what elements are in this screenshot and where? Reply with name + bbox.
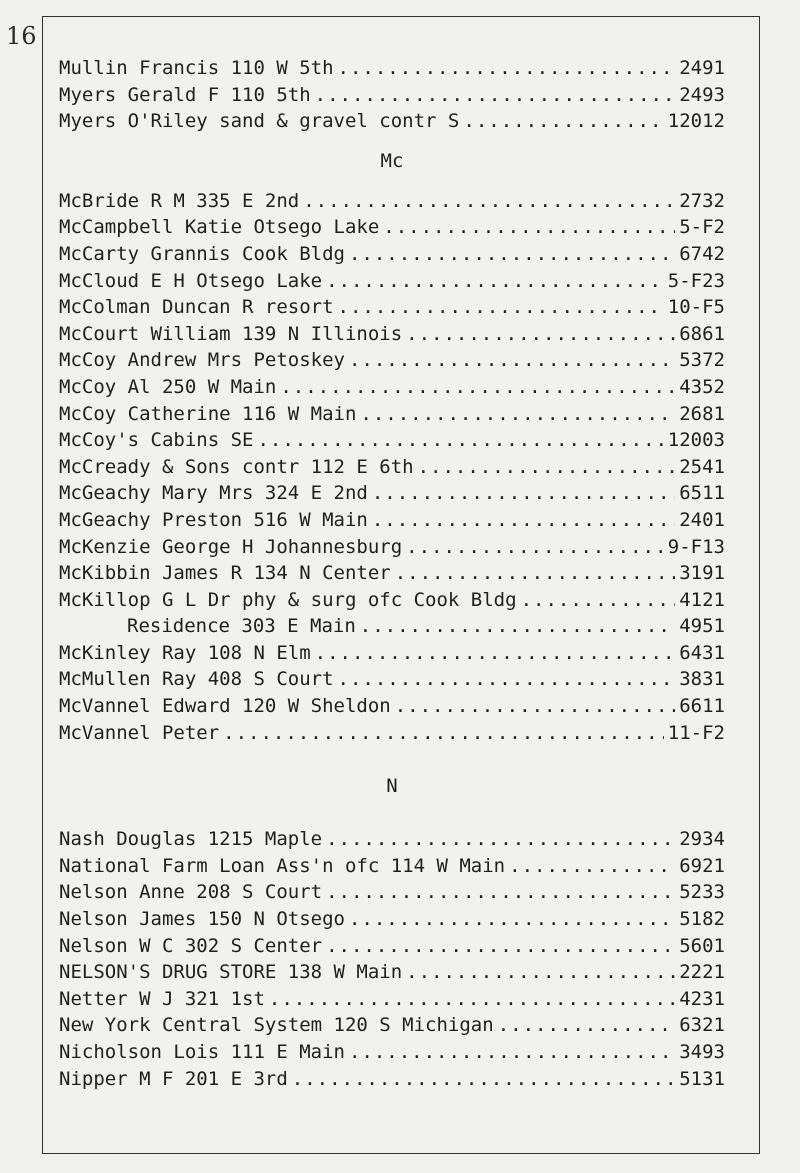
entry-phone: 12003	[667, 429, 725, 452]
entry-phone: 4231	[679, 987, 725, 1010]
entry-phone: 6921	[679, 854, 725, 877]
entry-name: Nelson James 150 N Otsego	[59, 908, 345, 931]
entry-phone: 11-F2	[667, 721, 725, 744]
directory-entry	[59, 214, 725, 241]
dot-leader	[395, 693, 676, 720]
entry-phone: 5233	[679, 881, 725, 904]
entries-n	[59, 826, 725, 1092]
dot-leader	[326, 933, 675, 960]
directory-entry	[59, 666, 725, 693]
entry-name: McMullen Ray 408 S Court	[59, 668, 334, 691]
entry-phone: 2934	[679, 828, 725, 851]
directory-entry	[59, 374, 725, 401]
dot-leader	[349, 241, 675, 268]
entry-name: McKinley Ray 108 N Elm	[59, 641, 311, 664]
dot-leader	[463, 108, 663, 135]
entry-name: McVannel Edward 120 W Sheldon	[59, 695, 391, 718]
directory-entry	[59, 268, 725, 295]
dot-leader	[349, 906, 675, 933]
entry-name: Myers O'Riley sand & gravel contr S	[59, 110, 460, 133]
entry-phone: 5-F23	[667, 269, 725, 292]
entry-name: McKibbin James R 134 N Center	[59, 562, 391, 585]
directory-entry	[59, 720, 725, 747]
page-number: 16	[6, 22, 37, 50]
entries-mc	[59, 188, 725, 746]
dot-leader	[280, 374, 675, 401]
dot-leader	[383, 214, 675, 241]
dot-leader	[406, 959, 675, 986]
directory-entry	[59, 853, 725, 880]
entry-name: Nicholson Lois 111 E Main	[59, 1041, 345, 1063]
entry-phone: 6611	[679, 695, 725, 718]
entry-phone: 5-F2	[679, 216, 725, 239]
entry-name: Nash Douglas 1215 Maple	[59, 828, 323, 851]
directory-entry	[59, 534, 725, 561]
directory-entry	[59, 82, 725, 109]
dot-leader	[509, 853, 675, 880]
entry-phone: 6742	[679, 242, 725, 265]
entry-phone: 2493	[679, 83, 725, 106]
dot-leader	[269, 986, 675, 1013]
entry-phone: 6511	[679, 482, 725, 505]
directory-entry	[59, 507, 725, 534]
entry-phone: 6321	[679, 1014, 725, 1037]
directory-listing	[59, 55, 725, 1092]
entry-name: McColman Duncan R resort	[59, 296, 334, 319]
dot-leader	[338, 294, 664, 321]
directory-entry	[59, 587, 725, 614]
entry-phone: 5131	[679, 1067, 725, 1090]
dot-leader	[349, 347, 675, 374]
directory-entry	[59, 1066, 725, 1093]
entry-name: Myers Gerald F 110 5th	[59, 83, 311, 106]
directory-entry	[59, 401, 725, 428]
entry-phone: 10-F5	[667, 296, 725, 319]
entry-name: McCready & Sons contr 112 E 6th	[59, 455, 414, 478]
dot-leader	[338, 666, 676, 693]
entry-name: McBride R M 335 E 2nd	[59, 189, 300, 212]
dot-leader	[223, 720, 664, 747]
entry-name: McVannel Peter	[59, 721, 220, 744]
directory-entry	[59, 480, 725, 507]
entry-phone: 5182	[679, 908, 725, 931]
entry-name: McCoy's Cabins SE	[59, 429, 254, 452]
directory-entry	[59, 294, 725, 321]
entry-name: New York Central System 120 S Michigan	[59, 1014, 494, 1037]
entry-phone: 4951	[679, 615, 725, 638]
entry-phone: 6861	[679, 322, 725, 345]
entry-phone: 3831	[679, 668, 725, 691]
entry-phone: 5372	[679, 349, 725, 372]
entry-phone: 12012	[667, 110, 725, 133]
entry-name: McGeachy Preston 516 W Main	[59, 508, 368, 531]
directory-entry	[59, 241, 725, 268]
directory-entry	[59, 693, 725, 720]
directory-entry	[59, 826, 725, 853]
entry-name: McKillop G L Dr phy & surg ofc Cook Bldg	[59, 588, 517, 611]
entry-phone: 3191	[679, 562, 725, 585]
entry-phone: 2681	[679, 402, 725, 425]
directory-entry	[59, 108, 725, 135]
entry-phone: 6431	[679, 641, 725, 664]
directory-entry	[59, 613, 725, 640]
directory-entry	[59, 1012, 725, 1039]
dot-leader	[498, 1012, 676, 1039]
directory-entry	[59, 55, 725, 82]
entry-name: Nelson Anne 208 S Court	[59, 881, 323, 904]
entry-name: Residence 303 E Main	[127, 615, 356, 638]
directory-entry	[59, 906, 725, 933]
section-heading-n: N	[386, 775, 398, 798]
directory-entry	[59, 640, 725, 667]
entry-phone: 2541	[679, 455, 725, 478]
dot-leader	[521, 587, 676, 614]
entry-name: McKenzie George H Johannesburg	[59, 535, 403, 558]
entry-name: Nelson W C 302 S Center	[59, 934, 323, 957]
directory-entry	[59, 427, 725, 454]
entry-name: Netter W J 321 1st	[59, 987, 265, 1010]
entry-name: McCoy Catherine 116 W Main	[59, 402, 357, 425]
entry-phone: 2491	[679, 57, 725, 79]
entry-name: Mullin Francis 110 W 5th	[59, 57, 334, 79]
dot-leader	[360, 401, 675, 428]
directory-entry	[59, 560, 725, 587]
directory-entry	[59, 986, 725, 1013]
dot-leader	[326, 826, 675, 853]
dot-leader	[326, 879, 675, 906]
entry-phone: 4352	[679, 375, 725, 398]
entry-name: National Farm Loan Ass'n ofc 114 W Main	[59, 854, 506, 877]
entries-top	[59, 55, 725, 135]
entry-phone: 9-F13	[667, 535, 725, 558]
dot-leader	[303, 188, 675, 215]
directory-entry	[59, 347, 725, 374]
directory-entry	[59, 454, 725, 481]
dot-leader	[360, 613, 675, 640]
dot-leader	[349, 1039, 675, 1066]
entry-name: McGeachy Mary Mrs 324 E 2nd	[59, 482, 368, 505]
entry-phone: 2221	[679, 961, 725, 984]
directory-entry	[59, 879, 725, 906]
entry-name: McCarty Grannis Cook Bldg	[59, 242, 345, 265]
dot-leader	[257, 427, 663, 454]
dot-leader	[338, 55, 676, 82]
entry-phone: 5601	[679, 934, 725, 957]
entry-name: McCoy Andrew Mrs Petoskey	[59, 349, 345, 372]
dot-leader	[418, 454, 676, 481]
dot-leader	[315, 640, 676, 667]
section-heading-mc: Mc	[380, 149, 404, 172]
directory-entry	[59, 933, 725, 960]
dot-leader	[292, 1066, 675, 1093]
directory-entry	[59, 321, 725, 348]
dot-leader	[372, 480, 675, 507]
directory-entry	[59, 1039, 725, 1066]
entry-name: Nipper M F 201 E 3rd	[59, 1067, 288, 1090]
entry-phone: 4121	[679, 588, 725, 611]
entry-name: McCourt William 139 N Illinois	[59, 322, 403, 345]
entry-name: McCloud E H Otsego Lake	[59, 269, 323, 292]
dot-leader	[315, 82, 676, 109]
entry-phone: 3493	[679, 1041, 725, 1063]
entry-phone: 2401	[679, 508, 725, 531]
dot-leader	[406, 321, 675, 348]
directory-entry	[59, 959, 725, 986]
dot-leader	[326, 268, 664, 295]
dot-leader	[372, 507, 675, 534]
directory-entry	[59, 188, 725, 215]
entry-phone: 2732	[679, 189, 725, 212]
dot-leader	[395, 560, 676, 587]
entry-name: McCoy Al 250 W Main	[59, 375, 277, 398]
entry-name: McCampbell Katie Otsego Lake	[59, 216, 380, 239]
entry-name: NELSON'S DRUG STORE 138 W Main	[59, 961, 403, 984]
directory-page-frame	[42, 16, 760, 1154]
dot-leader	[406, 534, 664, 561]
